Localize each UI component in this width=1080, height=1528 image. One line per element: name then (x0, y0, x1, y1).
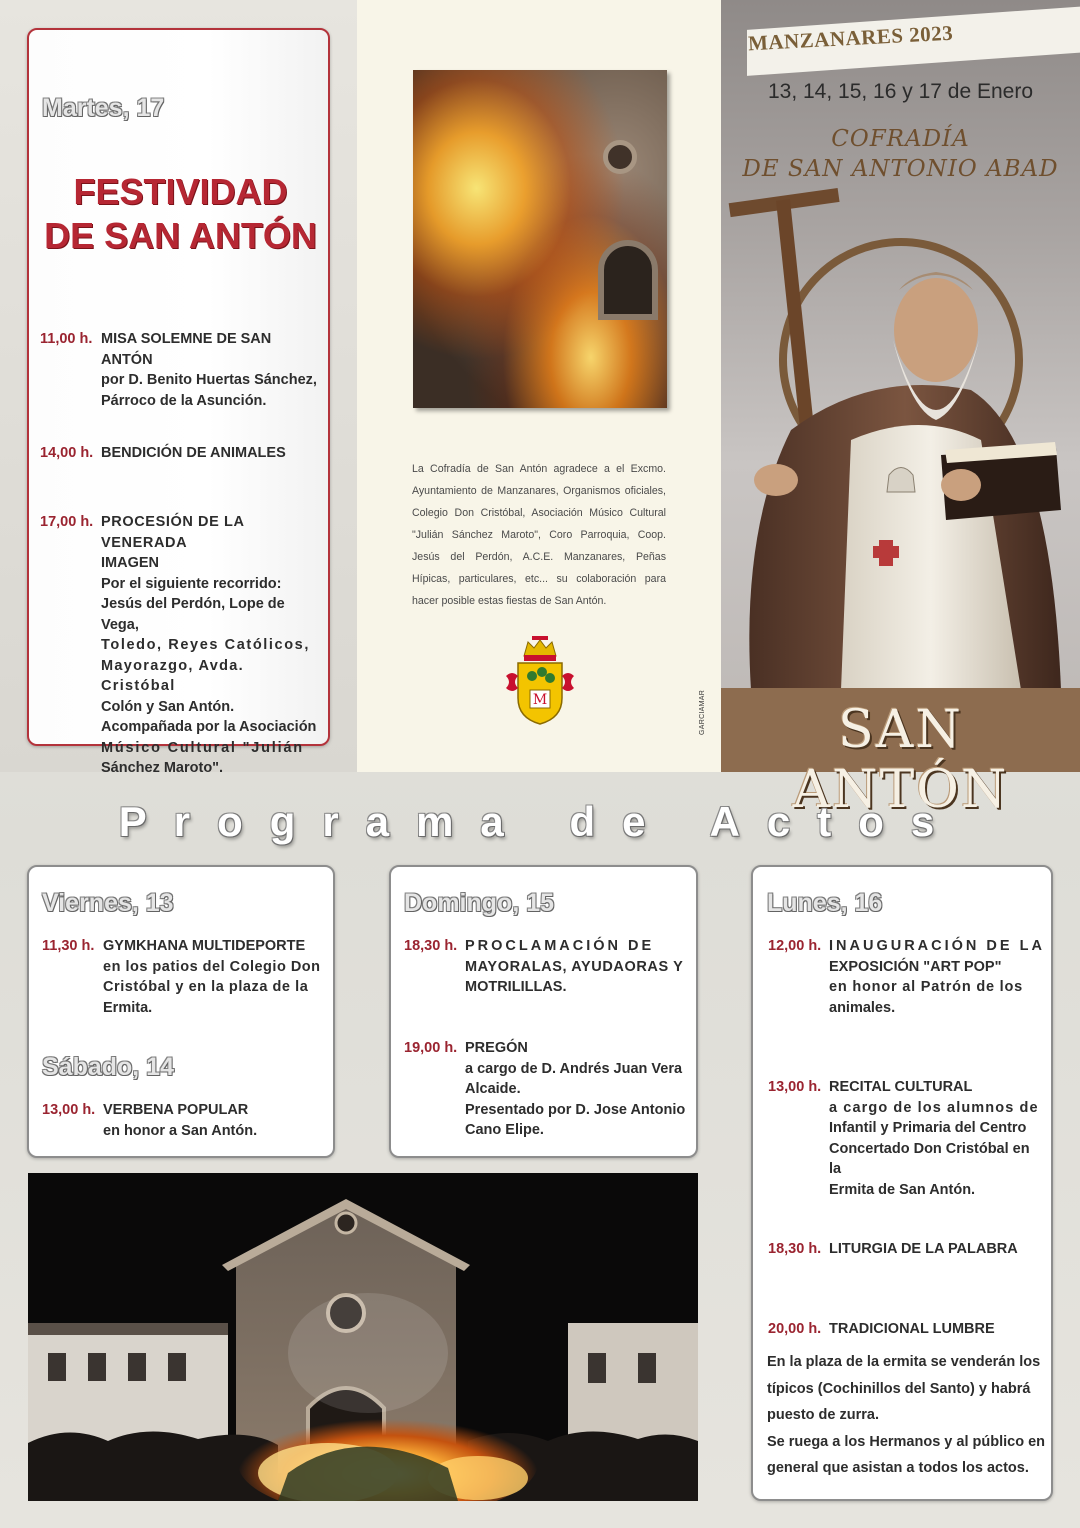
event-line: Músico Cultural "Julián (101, 739, 304, 756)
cofradia-line2: DE SAN ANTONIO ABAD (742, 156, 1059, 182)
night-bonfire-photo (28, 1173, 698, 1501)
closing-note (767, 1349, 1047, 1482)
event-time: 20,00 h. (768, 1321, 822, 1337)
event-line: a cargo de los alumnos de (829, 1099, 1039, 1116)
event-line: Acompañada por la Asociación (101, 719, 317, 735)
lunes-day-heading: Lunes, 16 (767, 889, 883, 917)
event-time: 14,00 h. (40, 445, 94, 461)
note-line: Se ruega a los Hermanos y al público en (767, 1433, 1046, 1450)
event-line: a cargo de D. Andrés Juan Vera (465, 1060, 683, 1077)
event-line: Mayorazgo, Avda. Cristóbal (101, 657, 245, 694)
event-line: Colón y San Antón. (101, 698, 235, 715)
event-title: LITURGIA DE LA PALABRA (829, 1241, 1018, 1257)
event-title: PROCLAMACIÓN DE (465, 938, 655, 954)
event-line: en honor al Patrón de los (829, 979, 1024, 995)
cofradia-line1: COFRADÍA (831, 126, 970, 152)
event-line: Alcaide. (465, 1081, 521, 1097)
event-line: animales. (829, 999, 896, 1016)
bonfire-photo (413, 70, 667, 408)
sabado-day-heading: Sábado, 14 (42, 1053, 174, 1081)
event-title: IMAGEN (101, 555, 159, 571)
manzanares-coat-of-arms-icon (502, 636, 578, 730)
event-title: MOTRILILLAS. (465, 979, 567, 995)
note-line: puesto de zurra. (767, 1407, 879, 1423)
event-title: INAUGURACIÓN DE LA (829, 938, 1045, 954)
event-time: 19,00 h. (404, 1040, 458, 1056)
event-title: RECITAL CULTURAL (829, 1079, 973, 1095)
svg-text:M: M (532, 692, 548, 708)
event-time: 13,00 h. (42, 1102, 96, 1118)
event-title: MAYORALAS, AYUDAORAS Y (465, 958, 684, 975)
event-line: Jesús del Perdón, Lope de Vega, (101, 596, 285, 633)
event-title: TRADICIONAL LUMBRE (829, 1321, 995, 1337)
note-line: típicos (Cochinillos del Santo) y habrá (767, 1380, 1031, 1397)
event-title: VERBENA POPULAR (103, 1102, 249, 1118)
event-line: Infantil y Primaria del Centro (829, 1120, 1027, 1136)
event-line: en honor a San Antón. (103, 1122, 258, 1139)
cofradia-name (721, 124, 1080, 184)
event-title: BENDICIÓN DE ANIMALES (101, 445, 286, 461)
event-line: Cristóbal y en la plaza de la (103, 979, 309, 995)
viernes-sabado-card (27, 865, 335, 1158)
event-line: Párroco de la Asunción. (101, 392, 267, 409)
event-line: por D. Benito Huertas Sánchez, (101, 372, 317, 388)
event-time: 17,00 h. (40, 514, 94, 530)
event-time: 18,30 h. (768, 1241, 822, 1257)
event-title: MISA SOLEMNE DE SAN ANTÓN (101, 331, 272, 368)
note-line: general que asistan a todos los actos. (767, 1460, 1029, 1476)
photo-credit: GARCIAMAR (699, 689, 706, 735)
domingo-day-heading: Domingo, 15 (404, 889, 555, 917)
event-line: Toledo, Reyes Católicos, (101, 637, 310, 653)
note-line: En la plaza de la ermita se venderán los (767, 1354, 1041, 1370)
domingo-card (389, 865, 698, 1158)
event-line: Cano Elipe. (465, 1122, 544, 1138)
event-line: Concertado Don Cristóbal en la (829, 1140, 1030, 1177)
lunes-card (751, 865, 1053, 1501)
event-line: Ermita de San Antón. (829, 1181, 976, 1198)
san-anton-title: SAN ANTÓN (792, 700, 1009, 820)
san-anton-statue-image (721, 180, 1080, 690)
program-title: Programa de Actos (118, 798, 962, 845)
festival-dates: 13, 14, 15, 16 y 17 de Enero (767, 80, 1034, 103)
event-title: PROCESIÓN DE LA VENERADA (101, 514, 245, 551)
event-line: Ermita. (103, 999, 153, 1016)
banner-title: MANZANARES 2023 (747, 20, 954, 56)
event-time: 12,00 h. (768, 938, 822, 954)
festividad-title-line2: DE SAN ANTÓN (44, 215, 317, 256)
event-time: 13,00 h. (768, 1079, 822, 1095)
thanks-text: La Cofradía de San Antón agradece a el Excmo. Ayuntamiento de Manzanares, Organismos oficiales, Colegio Don Cristóbal, Asociación Músico Cultural "Julián Sánchez Maroto", Coro Parroquia, Coop. Jesús del Perdón, A.C.E. Manzanares, Peñas Hípicas, particulares, etc... su colaboración para hacer posible estas fiestas de San Antón. (412, 463, 666, 607)
church-window (603, 140, 637, 174)
martes-card (27, 28, 330, 776)
event-line: Presentado por D. Jose Antonio (465, 1101, 686, 1118)
festividad-title (29, 170, 332, 258)
viernes-day-heading: Viernes, 13 (42, 889, 174, 917)
festividad-title-line1: FESTIVIDAD (73, 171, 288, 212)
event-line: en los patios del Colegio Don (103, 958, 321, 975)
event-title: EXPOSICIÓN "ART POP" (829, 958, 1002, 975)
event-line: Sánchez Maroto". (101, 760, 224, 776)
event-time: 11,30 h. (42, 938, 95, 954)
event-time: 18,30 h. (404, 938, 458, 954)
event-line: Por el siguiente recorrido: (101, 575, 282, 592)
church-door (598, 240, 658, 320)
event-time: 11,00 h. (40, 331, 93, 347)
martes-day-heading: Martes, 17 (42, 94, 165, 122)
event-title: PREGÓN (465, 1040, 528, 1056)
event-title: GYMKHANA MULTIDEPORTE (103, 938, 306, 954)
